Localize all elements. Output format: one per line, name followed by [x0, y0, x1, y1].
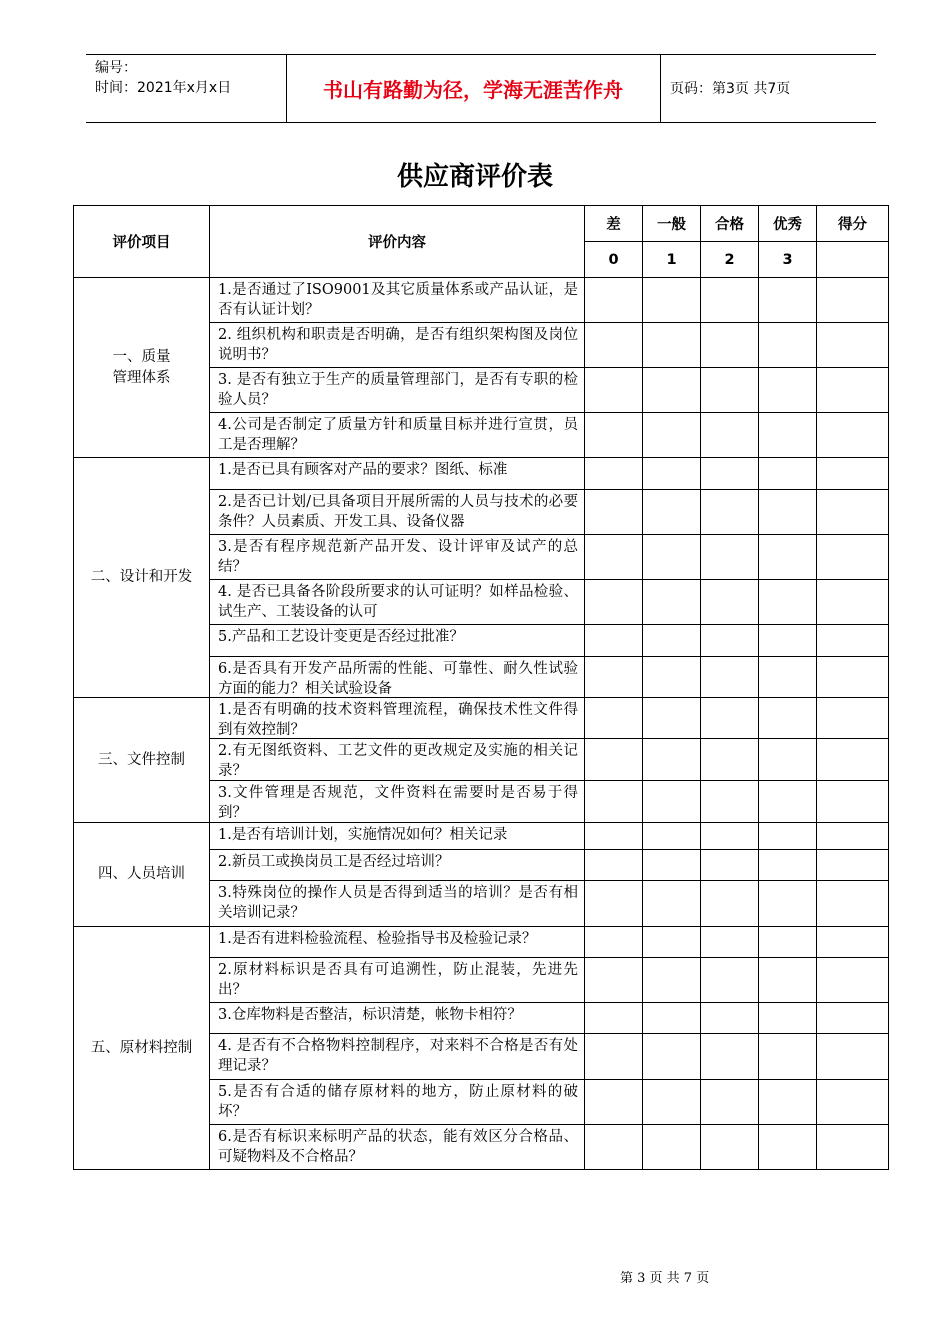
rating-cell[interactable] [643, 1003, 701, 1034]
rating-cell[interactable] [701, 657, 759, 698]
rating-cell[interactable] [643, 1125, 701, 1170]
evaluation-item-cell [210, 535, 585, 580]
header-meta [95, 58, 231, 98]
evaluation-item-cell [210, 1125, 585, 1170]
rating-cell[interactable] [585, 927, 643, 958]
evaluation-item-cell [210, 1080, 585, 1125]
score-cell[interactable] [817, 535, 889, 580]
evaluation-item-cell [210, 698, 585, 739]
header-bottom-rule [86, 122, 876, 123]
evaluation-item-cell [210, 490, 585, 535]
evaluation-item-text: 5.是否有合适的储存原材料的地方，防止原材料的破坏？ [218, 1084, 578, 1120]
page-title: 供应商评价表 [396, 162, 553, 192]
evaluation-item-cell [210, 781, 585, 823]
rating-cell[interactable] [701, 368, 759, 413]
rating-cell[interactable] [701, 1003, 759, 1034]
column-score-value: 0 [585, 242, 643, 278]
rating-cell[interactable] [759, 958, 817, 1003]
rating-cell[interactable] [643, 958, 701, 1003]
rating-cell[interactable] [759, 927, 817, 958]
score-cell[interactable] [817, 850, 889, 881]
rating-cell[interactable] [759, 625, 817, 657]
evaluation-item-text: 1.是否有明确的技术资料管理流程，确保技术性文件得到有效控制？ [218, 702, 578, 738]
rating-cell[interactable] [759, 278, 817, 323]
section-name: 五、原材料控制 [74, 927, 210, 1170]
rating-cell[interactable] [701, 490, 759, 535]
rating-cell[interactable] [759, 413, 817, 458]
column-header-rating: 优秀 [759, 206, 817, 242]
rating-cell[interactable] [759, 490, 817, 535]
rating-cell[interactable] [585, 881, 643, 927]
rating-cell[interactable] [643, 625, 701, 657]
rating-cell[interactable] [759, 823, 817, 850]
score-cell[interactable] [817, 278, 889, 323]
rating-cell[interactable] [759, 368, 817, 413]
column-header-rating: 差 [585, 206, 643, 242]
rating-cell[interactable] [643, 580, 701, 625]
evaluation-item-cell [210, 881, 585, 927]
evaluation-item-text: 2.新员工或换岗员工是否经过培训？ [218, 854, 450, 870]
column-header-content: 评价内容 [210, 206, 585, 278]
rating-cell[interactable] [759, 850, 817, 881]
document-number-label: 编号： [95, 60, 137, 76]
score-cell[interactable] [817, 490, 889, 535]
rating-cell[interactable] [643, 1080, 701, 1125]
rating-cell[interactable] [643, 657, 701, 698]
rating-cell[interactable] [759, 1003, 817, 1034]
evaluation-item-cell [210, 927, 585, 958]
evaluation-item-cell [210, 278, 585, 323]
rating-cell[interactable] [585, 1125, 643, 1170]
rating-cell[interactable] [585, 323, 643, 368]
score-cell[interactable] [817, 958, 889, 1003]
score-cell[interactable] [817, 580, 889, 625]
section-name: 二、设计和开发 [74, 458, 210, 698]
evaluation-item-cell [210, 823, 585, 850]
evaluation-item-text: 1.是否已具有顾客对产品的要求？图纸、标准 [218, 462, 508, 478]
rating-cell[interactable] [759, 739, 817, 781]
evaluation-item-cell [210, 413, 585, 458]
rating-cell[interactable] [585, 739, 643, 781]
score-cell[interactable] [817, 323, 889, 368]
rating-cell[interactable] [701, 323, 759, 368]
evaluation-item-text: 3.特殊岗位的操作人员是否得到适当的培训？是否有相关培训记录？ [218, 885, 578, 921]
evaluation-item-cell [210, 458, 585, 490]
evaluation-item-text: 5.产品和工艺设计变更是否经过批准？ [218, 629, 464, 645]
rating-cell[interactable] [585, 368, 643, 413]
evaluation-item-cell [210, 657, 585, 698]
rating-cell[interactable] [643, 413, 701, 458]
section-name: 三、文件控制 [74, 698, 210, 823]
score-cell[interactable] [817, 413, 889, 458]
evaluation-item-text: 4. 是否有不合格物料控制程序，对来料不合格是否有处理记录？ [218, 1038, 578, 1074]
rating-cell[interactable] [585, 958, 643, 1003]
rating-cell[interactable] [585, 1003, 643, 1034]
rating-cell[interactable] [585, 823, 643, 850]
section-name: 四、人员培训 [74, 823, 210, 927]
evaluation-item-text: 4. 是否已具备各阶段所要求的认可证明？如样品检验、试生产、工装设备的认可 [218, 584, 578, 620]
evaluation-item-text: 2.原材料标识是否具有可追溯性，防止混装，先进先出？ [218, 962, 578, 998]
score-cell[interactable] [817, 1125, 889, 1170]
rating-cell[interactable] [585, 458, 643, 490]
rating-cell[interactable] [759, 657, 817, 698]
rating-cell[interactable] [643, 927, 701, 958]
rating-cell[interactable] [759, 580, 817, 625]
rating-cell[interactable] [585, 535, 643, 580]
rating-cell[interactable] [701, 698, 759, 739]
rating-cell[interactable] [759, 458, 817, 490]
rating-cell[interactable] [643, 739, 701, 781]
evaluation-item-cell [210, 958, 585, 1003]
evaluation-item-cell [210, 368, 585, 413]
evaluation-item-cell [210, 739, 585, 781]
column-header-rating: 一般 [643, 206, 701, 242]
evaluation-body [74, 278, 889, 1170]
evaluation-item-cell [210, 625, 585, 657]
rating-cell[interactable] [701, 1125, 759, 1170]
rating-cell[interactable] [643, 535, 701, 580]
page-footer: 第 3 页 共 7 页 [620, 1271, 710, 1286]
evaluation-item-text: 6.是否具有开发产品所需的性能、可靠性、耐久性试验方面的能力？相关试验设备 [218, 661, 578, 697]
evaluation-item-text: 3.仓库物料是否整洁，标识清楚，帐物卡相符？ [218, 1007, 522, 1023]
column-score-value: 1 [643, 242, 701, 278]
header-page-label: 页码：第3页 共7页 [670, 81, 791, 97]
evaluation-item-text: 3. 是否有独立于生产的质量管理部门，是否有专职的检验人员？ [218, 372, 578, 408]
table-row [74, 458, 889, 490]
rating-cell[interactable] [585, 1034, 643, 1080]
evaluation-item-text: 2.有无图纸资料、工艺文件的更改规定及实施的相关记录？ [218, 743, 578, 779]
rating-cell[interactable] [643, 823, 701, 850]
score-cell[interactable] [817, 781, 889, 823]
rating-cell[interactable] [643, 323, 701, 368]
rating-cell[interactable] [643, 850, 701, 881]
rating-cell[interactable] [759, 698, 817, 739]
rating-cell[interactable] [701, 850, 759, 881]
score-cell[interactable] [817, 927, 889, 958]
rating-cell[interactable] [701, 1080, 759, 1125]
score-cell[interactable] [817, 1080, 889, 1125]
rating-cell[interactable] [643, 368, 701, 413]
rating-cell[interactable] [701, 927, 759, 958]
rating-cell[interactable] [585, 625, 643, 657]
evaluation-item-text: 1.是否有培训计划，实施情况如何？相关记录 [218, 827, 508, 843]
evaluation-item-text: 3.是否有程序规范新产品开发、设计评审及试产的总结？ [218, 539, 578, 575]
rating-cell[interactable] [701, 1034, 759, 1080]
rating-cell[interactable] [701, 739, 759, 781]
evaluation-item-text: 2.是否已计划/已具备项目开展所需的人员与技术的必要条件？人员素质、开发工具、设备仪器 [218, 494, 578, 530]
score-cell[interactable] [817, 1003, 889, 1034]
rating-cell[interactable] [701, 580, 759, 625]
score-cell[interactable] [817, 823, 889, 850]
rating-cell[interactable] [585, 657, 643, 698]
rating-cell[interactable] [585, 278, 643, 323]
evaluation-item-cell [210, 580, 585, 625]
evaluation-item-text: 6.是否有标识来标明产品的状态，能有效区分合格品、可疑物料及不合格品？ [218, 1129, 578, 1165]
rating-cell[interactable] [701, 881, 759, 927]
header-divider [660, 54, 661, 122]
rating-cell[interactable] [585, 850, 643, 881]
score-cell[interactable] [817, 698, 889, 739]
rating-cell[interactable] [759, 535, 817, 580]
score-cell[interactable] [817, 458, 889, 490]
rating-cell[interactable] [759, 781, 817, 823]
score-cell[interactable] [817, 739, 889, 781]
section-name: 一、质量 管理体系 [74, 278, 210, 458]
rating-cell[interactable] [643, 1034, 701, 1080]
rating-cell[interactable] [701, 958, 759, 1003]
rating-cell[interactable] [585, 781, 643, 823]
evaluation-item-cell [210, 1034, 585, 1080]
score-cell[interactable] [817, 1034, 889, 1080]
rating-cell[interactable] [643, 458, 701, 490]
score-cell[interactable] [817, 881, 889, 927]
rating-cell[interactable] [701, 625, 759, 657]
rating-cell[interactable] [759, 1034, 817, 1080]
rating-cell[interactable] [701, 413, 759, 458]
table-row [74, 823, 889, 850]
table-row [74, 927, 889, 958]
evaluation-item-text: 1.是否有进料检验流程、检验指导书及检验记录？ [218, 931, 537, 947]
table-row [74, 278, 889, 323]
evaluation-table [73, 205, 889, 1170]
rating-cell[interactable] [759, 881, 817, 927]
rating-cell[interactable] [585, 490, 643, 535]
evaluation-item-text: 2. 组织机构和职责是否明确，是否有组织架构图及岗位说明书？ [218, 327, 578, 363]
column-header-score: 得分 [817, 206, 889, 242]
rating-cell[interactable] [643, 781, 701, 823]
document-time-label: 时间：2021年x月x日 [95, 80, 232, 96]
score-header-blank [817, 242, 889, 278]
rating-cell[interactable] [701, 535, 759, 580]
rating-cell[interactable] [701, 278, 759, 323]
column-header-rating: 合格 [701, 206, 759, 242]
evaluation-item-cell [210, 323, 585, 368]
rating-cell[interactable] [643, 278, 701, 323]
rating-cell[interactable] [759, 323, 817, 368]
column-score-value: 2 [701, 242, 759, 278]
table-row [74, 698, 889, 739]
rating-cell[interactable] [759, 1080, 817, 1125]
rating-cell[interactable] [585, 413, 643, 458]
header-motto: 书山有路勤为径，学海无涯苦作舟 [323, 77, 623, 102]
score-cell[interactable] [817, 368, 889, 413]
rating-cell[interactable] [585, 580, 643, 625]
rating-cell[interactable] [759, 1125, 817, 1170]
rating-cell[interactable] [643, 881, 701, 927]
rating-cell[interactable] [701, 823, 759, 850]
rating-cell[interactable] [585, 698, 643, 739]
rating-cell[interactable] [701, 458, 759, 490]
rating-cell[interactable] [701, 781, 759, 823]
score-cell[interactable] [817, 657, 889, 698]
evaluation-item-text: 1.是否通过了ISO9001及其它质量体系或产品认证，是否有认证计划？ [218, 282, 578, 318]
evaluation-item-cell [210, 850, 585, 881]
rating-cell[interactable] [643, 698, 701, 739]
evaluation-item-text: 3.文件管理是否规范，文件资料在需要时是否易于得到？ [218, 785, 578, 821]
column-header-item: 评价项目 [74, 206, 210, 278]
column-score-value: 3 [759, 242, 817, 278]
evaluation-item-text: 4.公司是否制定了质量方针和质量目标并进行宣贯，员工是否理解？ [218, 417, 578, 453]
rating-cell[interactable] [643, 490, 701, 535]
evaluation-item-cell [210, 1003, 585, 1034]
score-cell[interactable] [817, 625, 889, 657]
rating-cell[interactable] [585, 1080, 643, 1125]
